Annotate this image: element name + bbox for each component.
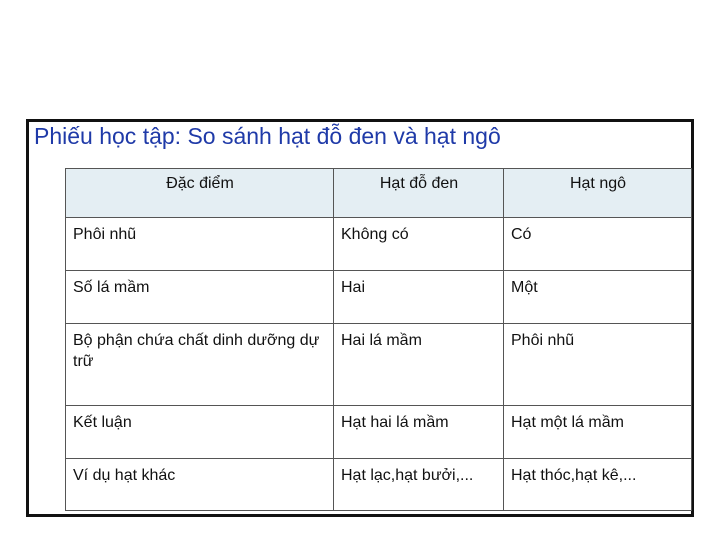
cell-black-bean: Hạt hai lá mầm	[334, 406, 504, 459]
table-row	[66, 406, 692, 459]
worksheet-title: Phiếu học tập: So sánh hạt đỗ đen và hạt ngô	[34, 123, 501, 149]
table-row	[66, 218, 692, 271]
cell-corn: Có	[504, 218, 692, 271]
table-header-row	[66, 169, 692, 218]
cell-black-bean: Không có	[334, 218, 504, 271]
header-characteristic: Đặc điểm	[66, 169, 334, 218]
cell-characteristic: Ví dụ hạt khác	[66, 459, 334, 511]
table-row	[66, 271, 692, 324]
header-corn: Hạt ngô	[504, 169, 692, 218]
cell-corn: Một	[504, 271, 692, 324]
table-row	[66, 459, 692, 511]
cell-characteristic: Phôi nhũ	[66, 218, 334, 271]
table-row	[66, 324, 692, 406]
cell-black-bean: Hai lá mầm	[334, 324, 504, 406]
cell-characteristic: Bộ phận chứa chất dinh dưỡng dự trữ	[66, 324, 334, 406]
cell-black-bean: Hai	[334, 271, 504, 324]
cell-characteristic: Số lá mầm	[66, 271, 334, 324]
cell-characteristic: Kết luận	[66, 406, 334, 459]
cell-corn: Hạt một lá mầm	[504, 406, 692, 459]
comparison-table	[65, 168, 692, 511]
cell-corn: Phôi nhũ	[504, 324, 692, 406]
cell-black-bean: Hạt lạc,hạt bưởi,...	[334, 459, 504, 511]
header-black-bean: Hạt đỗ đen	[334, 169, 504, 218]
cell-corn: Hạt thóc,hạt kê,...	[504, 459, 692, 511]
